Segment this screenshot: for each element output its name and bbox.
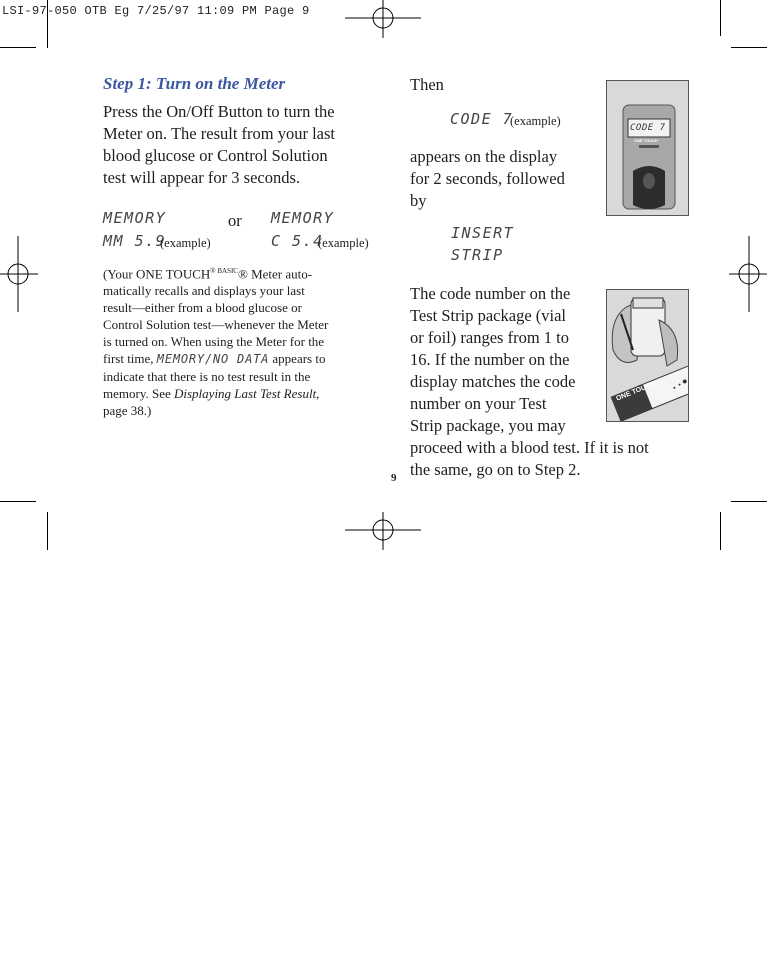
example-note: (example) <box>510 114 561 128</box>
display-code: CODE 7 <box>450 110 514 128</box>
text-line: test will appear for 3 seconds. <box>103 168 301 187</box>
example-note: (example) <box>318 236 369 250</box>
display-insert: INSERT <box>451 224 515 242</box>
text-line: Press the On/Off Button to turn the <box>103 102 335 121</box>
meter-illustration <box>606 80 689 216</box>
text-line: display matches the code <box>410 372 576 391</box>
text-line: Meter on. The result from your last <box>103 124 336 143</box>
text-line: Strip package, you may <box>410 416 566 435</box>
note-text: (Your ONE TOUCH <box>103 266 211 282</box>
print-slug: LSI-97-050 OTB Eg 7/25/97 11:09 PM Page 9 <box>2 4 310 18</box>
note-text: ® Meter auto- <box>237 266 313 282</box>
display-memory-label-right: MEMORY <box>271 209 335 227</box>
inline-display-text: MEMORY/NO DATA <box>156 352 270 367</box>
test-strip-package-illustration <box>606 289 689 422</box>
or-text: or <box>228 211 242 230</box>
note-text: page 38.) <box>103 403 152 419</box>
note-text: memory. See <box>103 386 171 402</box>
display-strip: STRIP <box>451 246 504 264</box>
note-text: result—either from a blood glucose or <box>103 300 302 316</box>
crop-mark <box>47 512 48 550</box>
display-mm-value: MM 5.9 <box>103 232 167 250</box>
registration-mark-right <box>727 236 767 312</box>
meter-icon <box>607 81 688 215</box>
page-number: 9 <box>391 472 397 484</box>
meter-screen-text: CODE 7 <box>630 123 666 133</box>
appears-paragraph <box>410 146 565 212</box>
crop-mark <box>731 501 767 502</box>
crop-mark <box>0 501 36 502</box>
text-line: the same, go on to Step 2. <box>410 460 581 479</box>
crop-mark <box>720 512 721 550</box>
text-line: Test Strip package (vial <box>410 306 567 325</box>
text-line: proceed with a blood test. If it is not <box>410 438 649 457</box>
registration-mark-left <box>0 236 40 312</box>
note-text: ® BASIC <box>210 267 238 275</box>
step1-heading: Step 1: Turn on the Meter <box>103 74 286 93</box>
memory-note <box>103 263 378 419</box>
text-line: number on your Test <box>410 394 547 413</box>
crop-mark <box>731 47 767 48</box>
meter-brand-label: ONE TOUCH <box>634 138 658 143</box>
cross-reference-link: Displaying Last Test Result, <box>174 386 320 402</box>
text-line: by <box>410 191 427 210</box>
note-text: matically recalls and displays your last <box>103 283 305 299</box>
note-text: is turned on. When using the Meter for the <box>103 334 325 350</box>
text-line: or foil) ranges from 1 to <box>410 328 569 347</box>
text-line: for 2 seconds, followed <box>410 169 565 188</box>
registration-mark-bottom <box>345 510 421 550</box>
note-text: first time, <box>103 351 154 367</box>
note-text: Control Solution test—whenever the Meter <box>103 317 329 333</box>
note-text: appears to <box>272 351 326 367</box>
crop-mark <box>720 0 721 36</box>
registration-mark-top <box>345 0 421 40</box>
text-line: blood glucose or Control Solution <box>103 146 328 165</box>
text-line: 16. If the number on the <box>410 350 570 369</box>
example-note: (example) <box>160 236 211 250</box>
crop-mark <box>0 47 36 48</box>
step1-paragraph <box>103 101 335 189</box>
display-memory-label-left: MEMORY <box>103 209 167 227</box>
note-text: indicate that there is no test result in the <box>103 369 311 385</box>
display-c-value: C 5.4 <box>271 232 324 250</box>
foil-brand-label: ONE TOUCH <box>615 380 657 403</box>
text-line: The code number on the <box>410 284 571 303</box>
text-line: appears on the display <box>410 147 558 166</box>
then-text: Then <box>410 75 444 94</box>
